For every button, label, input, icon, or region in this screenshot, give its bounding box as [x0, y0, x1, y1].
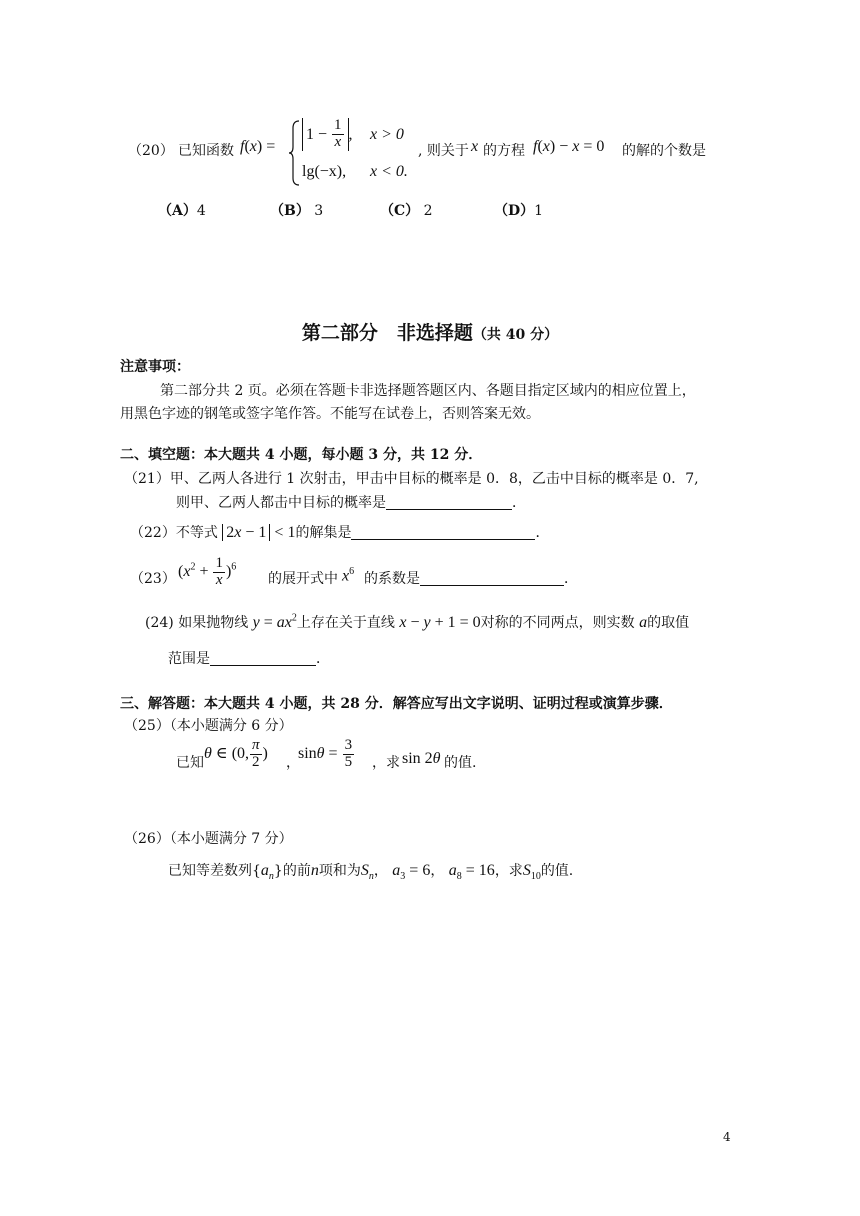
question-22: （22）不等式 2x − 1 < 1的解集是 ． — [130, 524, 550, 541]
option-c: （C） 2 — [380, 203, 433, 219]
question-21-line-2: 则甲、乙两人都击中目标的概率是 ． — [176, 495, 526, 511]
section-3-header: 三、解答题：本大题共 4 小题，共 28 分．解答应写出文字说明、证明过程或演算步骤． — [120, 696, 673, 712]
question-text: 的解的个数是 — [622, 143, 706, 159]
math-term: $x^6$ — [342, 566, 355, 585]
question-text: 已知函数 — [178, 143, 234, 159]
answer-blank[interactable] — [420, 570, 564, 586]
question-25: 已知 θ ∈ (0, $\frac{\pi}{2}$ ) ， sinθ = $\frac{3}{5}$ ，求 sin 2θ 的值. — [176, 737, 477, 771]
notice-line-2: 用黑色字迹的钢笔或签字笔作答。不能写在试卷上，否则答案无效。 — [120, 406, 540, 422]
double-angle-expression: sin 2θ — [402, 750, 441, 767]
answer-blank[interactable] — [386, 494, 512, 510]
question-21-line-1: （21）甲、乙两人各进行 1 次射击，甲击中目标的概率是 0．8，乙击中目标的概率是 0．7, — [124, 471, 699, 487]
theta-range: θ ∈ (0, $\frac{\pi}{2}$ ) — [204, 737, 268, 770]
option-b: （B） 3 — [270, 203, 324, 219]
answer-blank[interactable] — [351, 524, 535, 540]
answer-blank[interactable] — [210, 650, 316, 666]
question-text: , 则关于 — [418, 143, 469, 159]
question-26-heading: （26）（本小题满分 7 分） — [124, 831, 293, 847]
question-24-line-1: (24) 如果抛物线 $y = ax^2$上存在关于直线 x − y + 1 = 0对称的不同两点，则实数 a的取值 — [145, 612, 690, 631]
binomial-expression: ($x^2$ + $\frac{1}{x}$ )$^6$ — [178, 555, 237, 588]
notice-line-1: 第二部分共 2 页。必须在答题卡非选择题答题区内、各题目指定区域内的相应位置上， — [160, 383, 696, 399]
option-d: （D）1 — [494, 203, 544, 219]
piecewise-case-1: 1 − $\frac{1}{x}$ , — [302, 118, 353, 151]
question-text: 的方程 — [483, 143, 525, 159]
question-20 — [128, 118, 748, 188]
part-2-title: 第二部分 非选择题（共 40 分） — [301, 322, 559, 344]
question-number: （20） — [128, 143, 174, 159]
case-2-condition: x < 0. — [370, 163, 408, 180]
question-26: 已知等差数列$\{a_n\}$的前n项和为$S_n$， $a_3 = 6$， $a_8 = 16$，求$S_{10}$的值. — [168, 862, 574, 883]
notice-heading: 注意事项： — [120, 359, 190, 375]
inequality: 2x − 1 < 1 — [222, 524, 295, 541]
function-expression: f(x) = — [240, 138, 276, 155]
case-2-expression: lg(−x), — [302, 163, 347, 180]
case-1-condition: x > 0 — [370, 126, 404, 143]
page-number: 4 — [723, 1130, 731, 1144]
answer-options — [158, 200, 658, 220]
option-a: （A）4 — [158, 203, 206, 219]
math-variable: x — [471, 138, 479, 155]
sine-condition: sinθ = $\frac{3}{5}$ — [298, 737, 353, 770]
equation: f(x) − x = 0 — [533, 138, 605, 155]
question-25-heading: （25）（本小题满分 6 分） — [124, 718, 293, 734]
piecewise-brace — [288, 120, 300, 186]
section-2-header: 二、填空题：本大题共 4 小题，每小题 3 分，共 12 分． — [120, 447, 483, 463]
question-24-line-2: 范围是 ． — [168, 651, 330, 667]
